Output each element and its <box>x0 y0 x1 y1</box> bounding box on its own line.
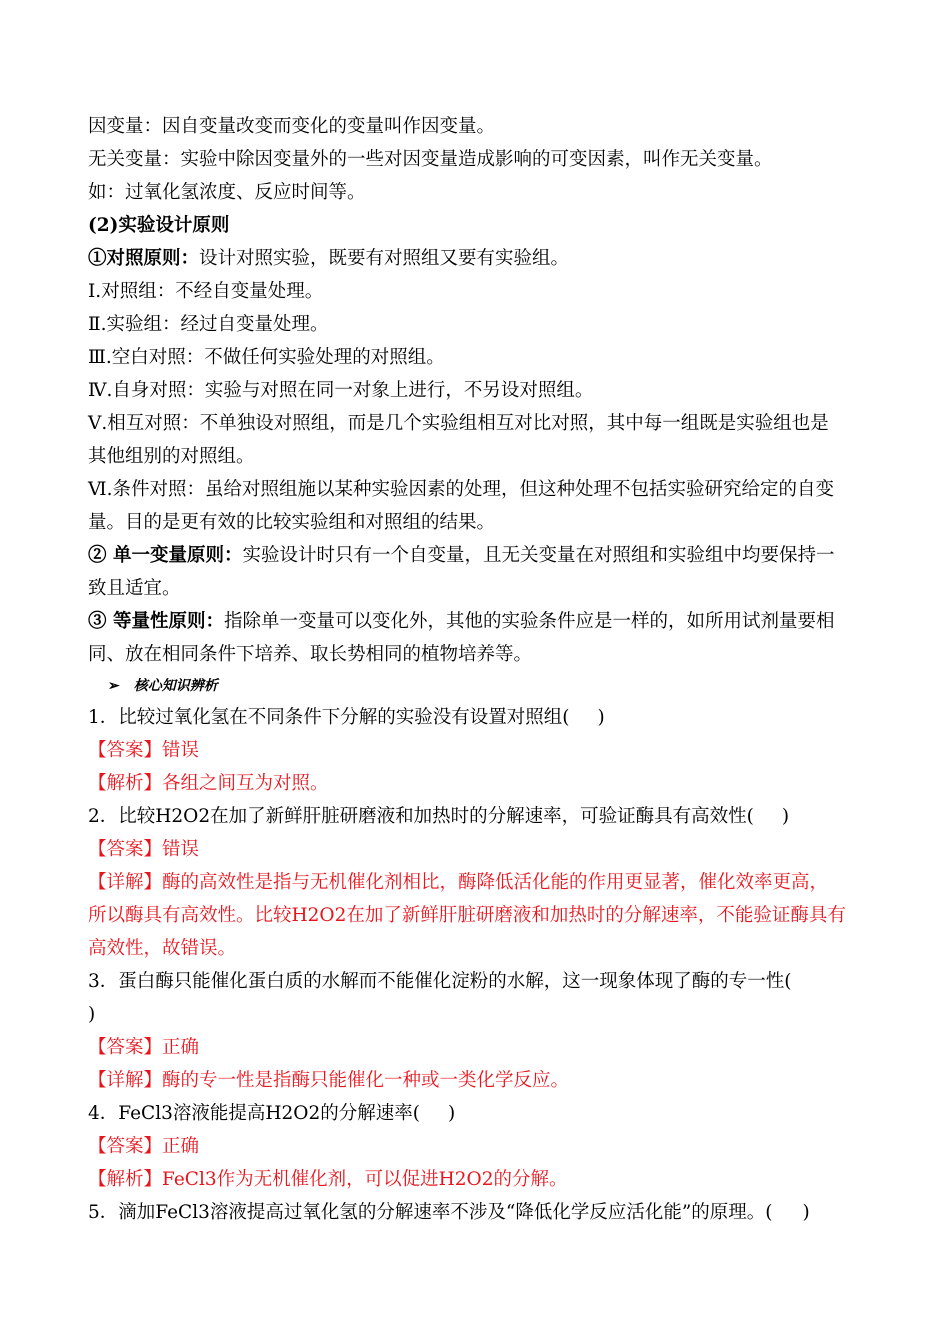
arrow-icon: ➢ <box>108 678 120 694</box>
explanation-3: 【详解】酶的专一性是指酶只能催化一种或一类化学反应。 <box>88 1070 570 1091</box>
text-line: 同、放在相同条件下培养、取长势相同的植物培养等。 <box>88 644 533 665</box>
principle-text: 设计对照实验，既要有对照组又要有实验组。 <box>199 248 570 269</box>
answer-4 <box>88 1130 868 1163</box>
text-line: 如：过氧化氢浓度、反应时间等。 <box>88 182 366 203</box>
section-title: 核心知识辨析 <box>133 678 218 694</box>
question-3: 3．蛋白酶只能催化蛋白质的水解而不能催化淀粉的水解，这一现象体现了酶的专一性( <box>88 971 792 992</box>
core-knowledge-heading <box>88 671 868 701</box>
answer-tag: 【答案】 <box>88 1037 163 1058</box>
question-paren: ) <box>781 806 790 827</box>
explanation-text: FeCl3作为无机催化剂，可以促进H2O2的分解。 <box>162 1169 568 1190</box>
question-paren: ) <box>447 1103 456 1124</box>
text-line: Ⅵ.条件对照：虽给对照组施以某种实验因素的处理，但这种处理不包括实验研究给定的自变 <box>88 479 834 500</box>
principle-3 <box>88 605 868 638</box>
answer-tag: 【答案】 <box>88 1136 163 1157</box>
section-heading: (2)实验设计原则 <box>88 215 230 236</box>
question-text: 5．滴加FeCl3溶液提高过氧化氢的分解速率不涉及“降低化学反应活化能”的原理。( <box>88 1202 773 1223</box>
explanation-2: 【详解】酶的高效性是指与无机催化剂相比，酶降低活化能的作用更显著，催化效率更高， <box>88 872 829 893</box>
question-3-paren: ) <box>88 1004 96 1025</box>
explanation-4 <box>88 1163 868 1196</box>
question-text: 1．比较过氧化氢在不同条件下分解的实验没有设置对照组( <box>88 707 570 728</box>
answer-3 <box>88 1031 868 1064</box>
explanation-tag: 【解析】 <box>88 1169 163 1190</box>
explanation-2-cont: 高效性，故错误。 <box>88 938 237 959</box>
explanation-tag: 【解析】 <box>88 773 163 794</box>
text-line: Ⅴ.相互对照：不单独设对照组，而是几个实验组相互对比对照，其中每一组既是实验组也是 <box>88 413 829 434</box>
text-line: 其他组别的对照组。 <box>88 446 255 467</box>
text-line: Ⅰ.对照组：不经自变量处理。 <box>88 281 324 302</box>
principle-text: 指除单一变量可以变化外，其他的实验条件应是一样的，如所用试剂量要相 <box>223 611 835 632</box>
principle-label: ①对照原则： <box>88 248 200 269</box>
principle-1 <box>88 242 868 275</box>
document-page <box>88 110 868 1229</box>
question-2 <box>88 800 868 833</box>
explanation-1 <box>88 767 868 800</box>
question-1 <box>88 701 868 734</box>
question-text: 2．比较H2O2在加了新鲜肝脏研磨液和加热时的分解速率，可验证酶具有高效性( <box>88 806 754 827</box>
answer-1 <box>88 734 868 767</box>
answer-tag: 【答案】 <box>88 839 163 860</box>
question-4 <box>88 1097 868 1130</box>
question-5 <box>88 1196 868 1229</box>
text-line: 量。目的是更有效的比较实验组和对照组的结果。 <box>88 512 496 533</box>
text-line: 致且适宜。 <box>88 578 181 599</box>
question-paren: ) <box>802 1202 810 1223</box>
text-line: 无关变量：实验中除因变量外的一些对因变量造成影响的可变因素，叫作无关变量。 <box>88 149 773 170</box>
text-line: Ⅲ.空白对照：不做任何实验处理的对照组。 <box>88 347 445 368</box>
answer-text: 正确 <box>162 1037 200 1058</box>
text-line: Ⅱ.实验组：经过自变量处理。 <box>88 314 329 335</box>
answer-text: 错误 <box>162 740 200 761</box>
principle-label: ② 单一变量原则： <box>88 545 243 566</box>
answer-2 <box>88 833 868 866</box>
principle-text: 实验设计时只有一个自变量，且无关变量在对照组和实验组中均要保持一 <box>242 545 835 566</box>
answer-tag: 【答案】 <box>88 740 163 761</box>
explanation-text: 各组之间互为对照。 <box>162 773 329 794</box>
principle-2 <box>88 539 868 572</box>
text-line: Ⅳ.自身对照：实验与对照在同一对象上进行，不另设对照组。 <box>88 380 594 401</box>
answer-text: 错误 <box>162 839 200 860</box>
principle-label: ③ 等量性原则： <box>88 611 224 632</box>
text-line: 因变量：因自变量改变而变化的变量叫作因变量。 <box>88 116 496 137</box>
explanation-2-cont: 所以酶具有高效性。比较H2O2在加了新鲜肝脏研磨液和加热时的分解速率，不能验证酶具有 <box>88 905 846 926</box>
answer-text: 正确 <box>162 1136 200 1157</box>
question-paren: ) <box>597 707 605 728</box>
question-text: 4．FeCl3溶液能提高H2O2的分解速率( <box>88 1103 420 1124</box>
